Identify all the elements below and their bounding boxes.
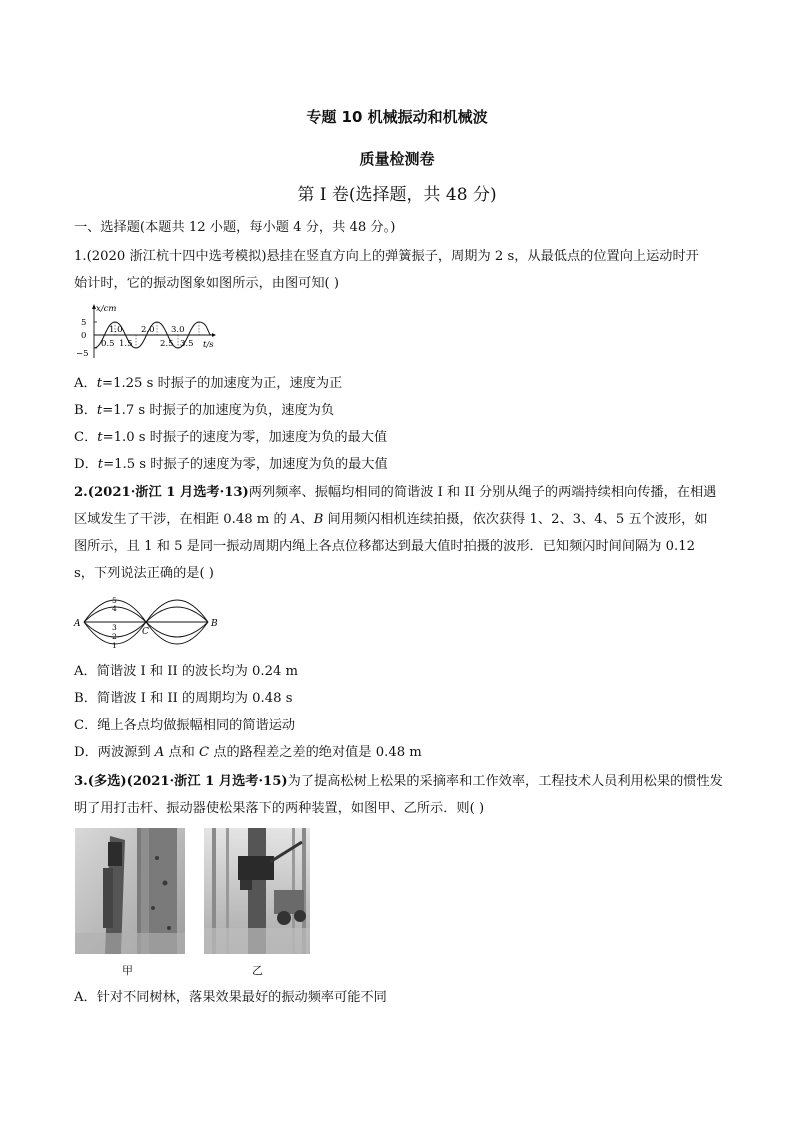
q2-option-a: A．简谐波 I 和 II 的波长均为 0.24 m — [74, 664, 299, 679]
graph-t-axis-arrow — [212, 333, 216, 337]
graph-label-1.0: 1.0 — [109, 325, 123, 335]
point-C-label: C — [142, 627, 149, 637]
q3-option-a: A．针对不同树林，落果效果最好的振动频率可能不同 — [74, 990, 387, 1005]
q2-stem-line3: 图所示，且 1 和 5 是同一振动周期内绳上各点位移都达到最大值时拍摄的波形．已知频闪时间间隔为 0.12 — [74, 539, 695, 554]
page-subtitle: 质量检测卷 — [359, 150, 435, 168]
wave-label-3: 3 — [112, 623, 117, 632]
q2-stem-line1: 2.(2021·浙江 1 月选考·13)两列频率、振幅均相同的简谐波 I 和 II 分别从绳子的两端持续相向传播，在相遇 — [74, 485, 717, 500]
caption-yi: 乙 — [252, 964, 263, 977]
graph-label-3.0: 3.0 — [171, 325, 185, 335]
graph-label-2.0: 2.0 — [141, 325, 155, 335]
graph-label-0.5: 0.5 — [101, 339, 115, 349]
q1-stem-line2: 始计时，它的振动图象如图所示，由图可知( ) — [74, 276, 340, 291]
q3-stem-line2: 明了用打击杆、振动器使松果落下的两种装置，如图甲、乙所示．则( ) — [74, 801, 485, 816]
photo-striking-pole — [75, 828, 185, 954]
q1-stem-line1: 1.(2020 浙江杭十四中选考模拟)悬挂在竖直方向上的弹簧振子，周期为 2 s，从最低点的位置向上运动时开 — [74, 249, 699, 264]
wave-label-4: 4 — [112, 604, 117, 613]
caption-jia: 甲 — [122, 964, 133, 977]
graph-y-label: x/cm — [96, 304, 117, 314]
q2-stem-line4: s，下列说法正确的是( ) — [74, 566, 214, 581]
q1-option-d: D．t=1.5 s 时振子的速度为零，加速度为负的最大值 — [74, 457, 388, 472]
graph-label-2.5: 2.5 — [160, 339, 174, 349]
section-heading: 一、选择题(本题共 12 小题，每小题 4 分，共 48 分。) — [74, 220, 396, 235]
graph-tick-5: 5 — [81, 318, 87, 328]
q3-stem-line1: 3.(多选)(2021·浙江 1 月选考·15)为了提高松树上松果的采摘率和工作效率，工程技术人员利用松果的惯性发 — [74, 774, 723, 789]
graph-label-1.5: 1.5 — [119, 339, 133, 349]
q2-option-d: D．两波源到 A 点和 C 点的路程差之差的绝对值是 0.48 m — [74, 745, 422, 760]
graph-x-label: t/s — [203, 340, 214, 350]
photo-vibrator-machine — [204, 828, 310, 954]
point-B-label: B — [211, 619, 218, 629]
graph-tick-0: 0 — [81, 331, 87, 341]
wave-5 — [84, 600, 208, 622]
graph-tick-neg5: −5 — [76, 349, 89, 359]
q2-standing-wave-figure — [72, 590, 222, 654]
q1-option-b: B．t=1.7 s 时振子的加速度为负，速度为负 — [74, 403, 335, 418]
q2-option-b: B．简谐波 I 和 II 的周期均为 0.48 s — [74, 691, 293, 706]
wave-label-2: 2 — [112, 632, 117, 641]
wave-label-1: 1 — [112, 641, 117, 650]
point-A-label: A — [74, 619, 81, 629]
volume-heading: 第 I 卷(选择题，共 48 分) — [297, 185, 497, 205]
wave-label-5: 5 — [112, 596, 117, 605]
q2-option-c: C．绳上各点均做振幅相同的简谐运动 — [74, 718, 296, 733]
q1-option-a: A．t=1.25 s 时振子的加速度为正，速度为正 — [74, 376, 343, 391]
graph-label-3.5: 3.5 — [180, 339, 194, 349]
page-title: 专题 10 机械振动和机械波 — [306, 108, 488, 126]
wave-4 — [84, 607, 208, 622]
q1-option-c: C．t=1.0 s 时振子的速度为零，加速度为负的最大值 — [74, 430, 388, 445]
q1-vibration-graph — [72, 302, 222, 362]
q2-stem-line2: 区域发生了干涉，在相距 0.48 m 的 A、B 间用频闪相机连续拍摄，依次获得 1、2、3、4、5 五个波形，如 — [74, 512, 708, 527]
